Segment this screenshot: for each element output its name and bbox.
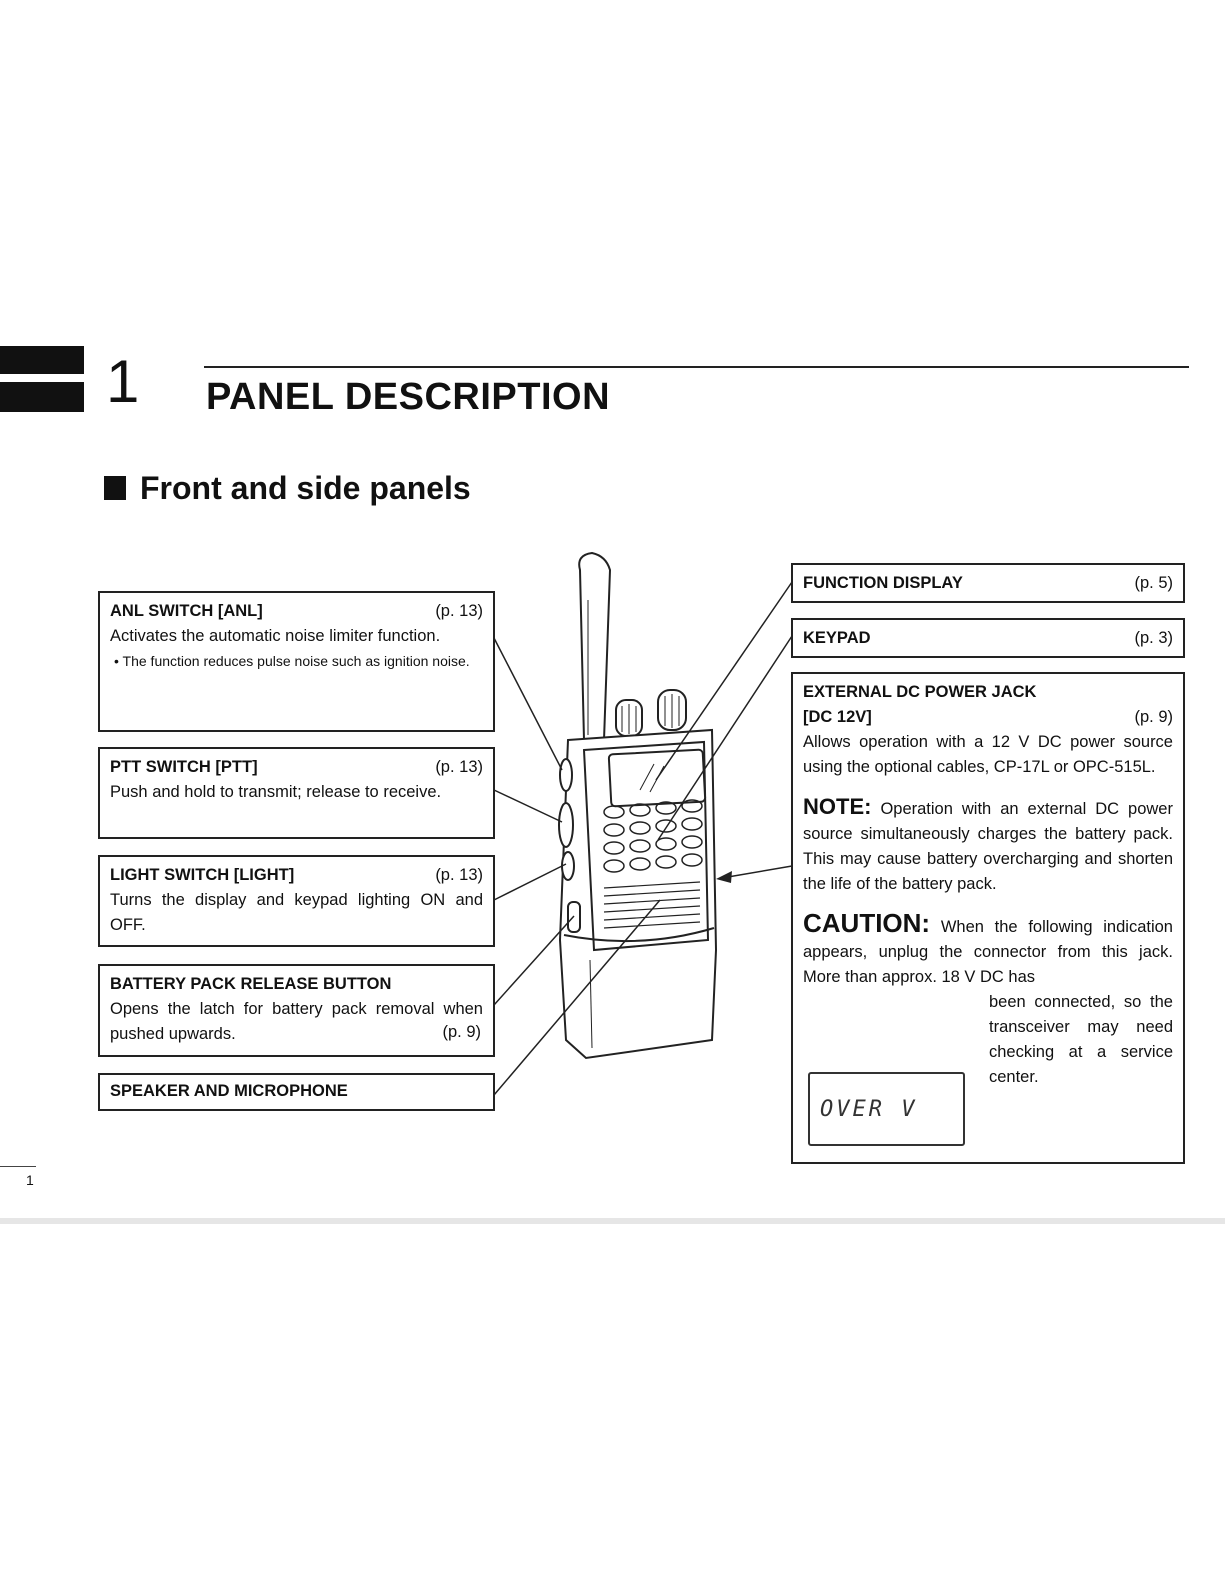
caution-text: When the following indication appears, unplug the connector from this jack. More than approx. 18 V DC has [803,918,1173,986]
caution-label: CAUTION: [803,908,931,938]
light-description: Turns the display and keypad lighting ON and OFF. [110,891,483,934]
dc-jack-heading: EXTERNAL DC POWER JACK [803,683,1037,701]
scan-edge-shade [0,1218,1225,1224]
function-display-page-ref: (p. 5) [1134,574,1173,592]
anl-description: Activates the automatic noise limiter function. [110,627,441,645]
speaker-mic-box [98,1073,495,1111]
dc-jack-description: Allows operation with a 12 V DC power source using the optional cables, CP-17L or OPC-515L. [803,733,1173,776]
keypad-page-ref: (p. 3) [1134,629,1173,647]
battery-heading: BATTERY PACK RELEASE BUTTON [110,975,392,993]
light-switch-box [98,855,495,947]
anl-heading: ANL SWITCH [ANL] [110,602,263,620]
anl-bullet-note: • The function reduces pulse noise such as ignition noise. [114,653,470,669]
page-number-rule [0,1166,36,1167]
page-title: PANEL DESCRIPTION [206,376,611,418]
ptt-page-ref: (p. 13) [435,758,483,776]
dc-jack-subheading: [DC 12V] [803,708,872,726]
light-page-ref: (p. 13) [435,866,483,884]
ptt-heading: PTT SWITCH [PTT] [110,758,258,776]
over-voltage-lcd-display: OVER V [808,1072,965,1146]
caution-text-continued: been connected, so the transceiver may need checking at a service center. [989,993,1173,1086]
keypad-box [791,618,1185,658]
dc-jack-note [803,794,1173,897]
ptt-switch-box [98,747,495,839]
battery-description: Opens the latch for battery pack removal when pushed upwards. [110,1000,483,1043]
battery-page-ref: (p. 9) [442,1023,481,1041]
function-display-box [791,563,1185,603]
dc-jack-page-ref: (p. 9) [1134,708,1173,726]
section-title: Front and side panels [140,470,471,506]
note-text: Operation with an external DC power source simultaneously charges the battery pack. This may cause battery overcharging and shorten the life of the battery pack. [803,800,1173,893]
page-number: 1 [26,1172,34,1188]
light-heading: LIGHT SWITCH [LIGHT] [110,866,295,884]
battery-release-box [98,964,495,1057]
anl-page-ref: (p. 13) [435,602,483,620]
ptt-description: Push and hold to transmit; release to receive. [110,783,442,801]
anl-switch-box [98,591,495,732]
function-display-heading: FUNCTION DISPLAY [803,574,963,592]
speaker-heading: SPEAKER AND MICROPHONE [110,1082,348,1100]
keypad-heading: KEYPAD [803,629,871,647]
dc-jack-caution [803,908,1173,990]
chapter-number: 1 [106,348,140,415]
note-label: NOTE: [803,794,872,819]
